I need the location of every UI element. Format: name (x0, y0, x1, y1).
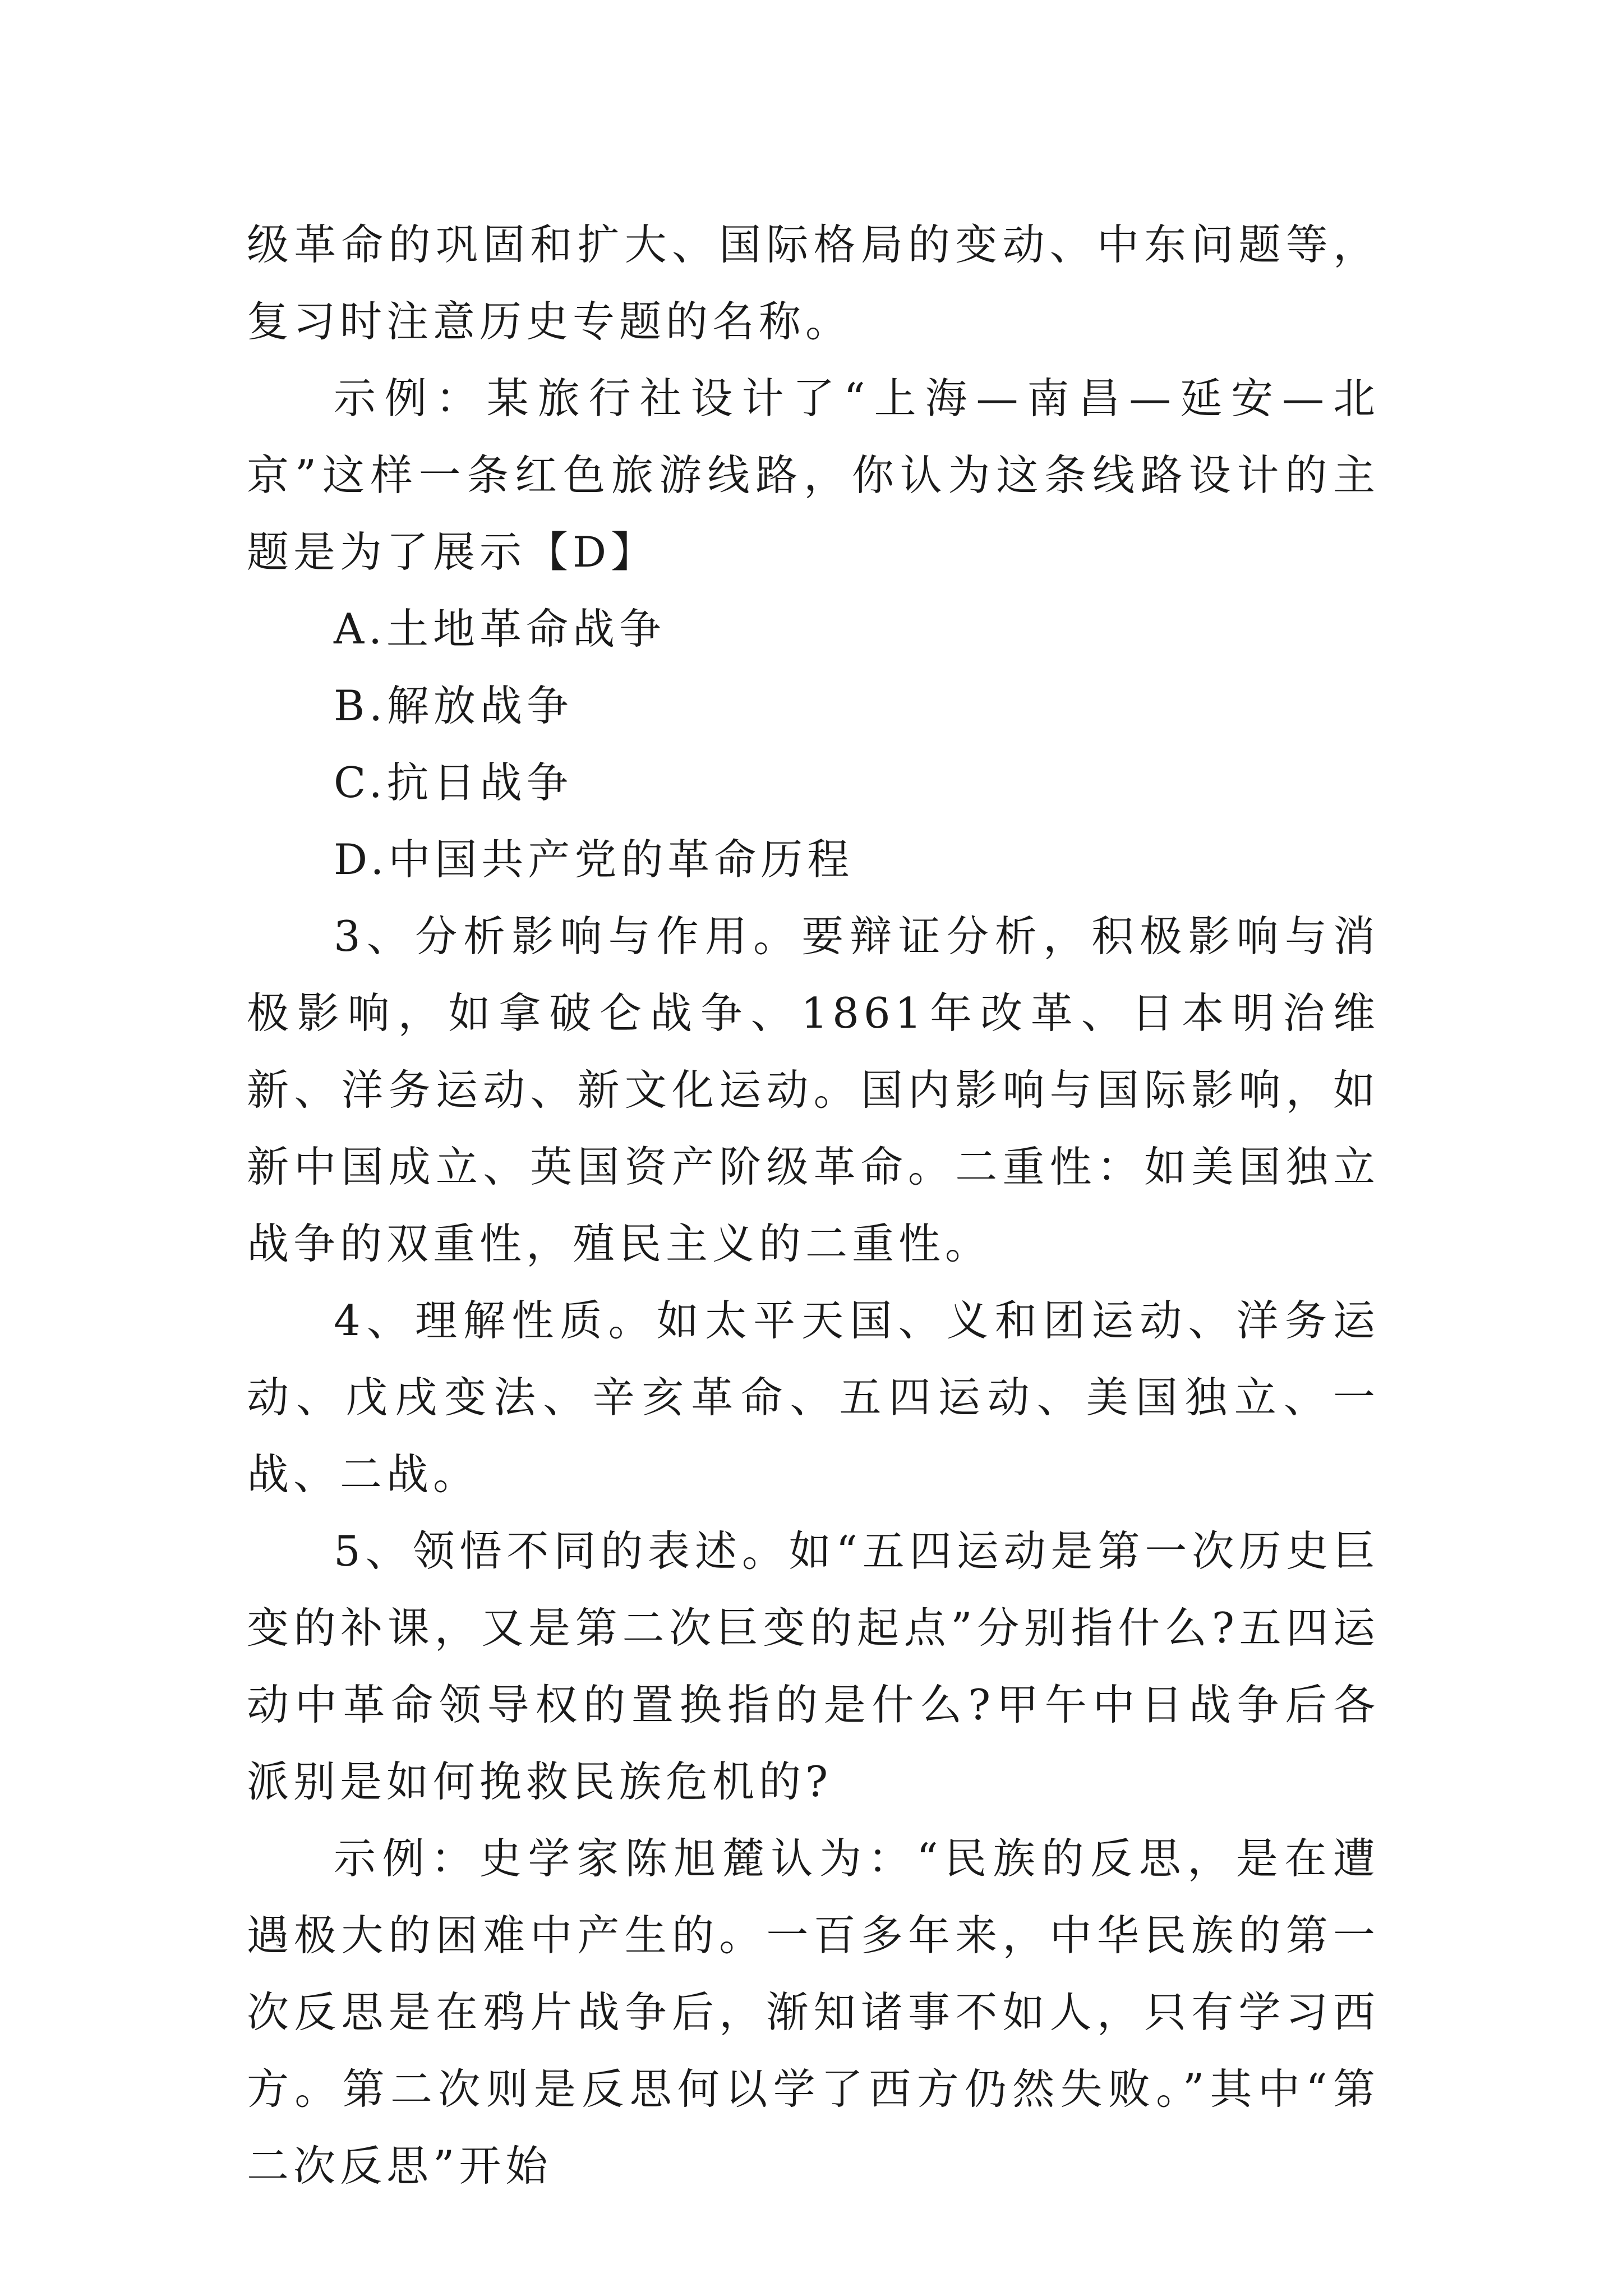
paragraph-point-4: 4、理解性质。如太平天国、义和团运动、洋务运动、戊戌变法、辛亥革命、五四运动、美国独立、一战、二战。 (247, 1296, 1380, 1499)
option-a: A.土地革命战争 (334, 604, 666, 654)
paragraph-continuation: 级革命的巩固和扩大、国际格局的变动、中东问题等，复习时注意历史专题的名称。 (247, 220, 1380, 346)
paragraph-point-5: 5、领悟不同的表述。如“五四运动是第一次历史巨变的补课，又是第二次巨变的起点”分别指什么?五四运动中革命领导权的置换指的是什么?甲午中日战争后各派别是如何挽救民族危机的? (247, 1526, 1380, 1806)
option-d: D.中国共产党的革命历程 (334, 835, 854, 884)
option-c: C.抗日战争 (334, 758, 573, 807)
option-b: B.解放战争 (334, 681, 573, 730)
paragraph-example-quote: 示例：史学家陈旭麓认为：“民族的反思，是在遭遇极大的困难中产生的。一百多年来，中华民族的第一次反思是在鸦片战争后，渐知诸事不如人，只有学习西方。第二次则是反思何以学了西方仍然失败。”其中“第二次反思”开始 (247, 1834, 1380, 2191)
paragraph-example-question: 示例：某旅行社设计了“上海—南昌—延安—北京”这样一条红色旅游线路，你认为这条线路设计的主题是为了展示【D】 (247, 374, 1380, 577)
document-body (247, 206, 1380, 2205)
paragraph-point-3: 3、分析影响与作用。要辩证分析，积极影响与消极影响，如拿破仑战争、1861年改革、日本明治维新、洋务运动、新文化运动。国内影响与国际影响，如新中国成立、英国资产阶级革命。二重性：如美国独立战争的双重性，殖民主义的二重性。 (247, 912, 1380, 1268)
